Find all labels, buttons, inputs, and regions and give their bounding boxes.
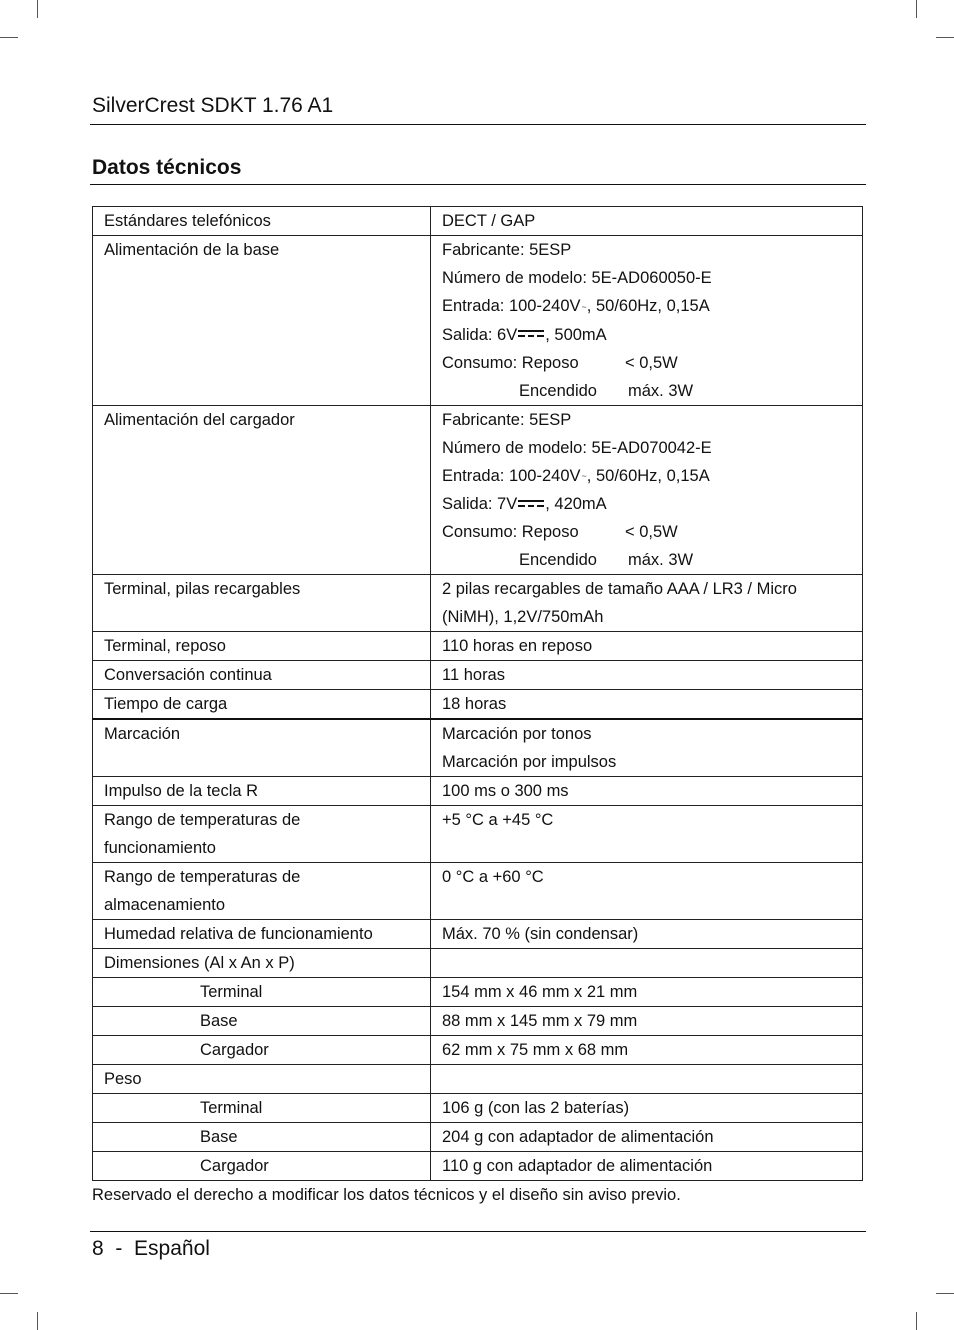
input-text: , 50/60Hz, 0,15A xyxy=(586,297,710,315)
spec-value: 18 horas xyxy=(431,690,863,720)
label-line: Rango de temperaturas de xyxy=(104,811,301,830)
table-row xyxy=(93,236,863,406)
on-line xyxy=(442,546,852,574)
dc-symbol-icon xyxy=(518,499,544,509)
value-line: Marcación por impulsos xyxy=(442,753,617,772)
output-text: , 500mA xyxy=(545,325,607,344)
spec-value: +5 °C a +45 °C xyxy=(431,806,863,863)
consumption-label: Consumo: Reposo xyxy=(442,523,579,542)
spec-value xyxy=(431,575,863,632)
label-line: almacenamiento xyxy=(104,896,226,915)
on-line xyxy=(442,377,852,405)
model-line: Número de modelo: 5E-AD060050-E xyxy=(442,269,712,287)
on-value: máx. 3W xyxy=(628,381,694,400)
spec-label: Alimentación de la base xyxy=(93,236,431,406)
output-line xyxy=(442,321,852,349)
crop-mark xyxy=(916,1312,917,1330)
input-text: Entrada: 100-240V xyxy=(442,466,581,485)
spec-value: DECT / GAP xyxy=(431,207,863,236)
spec-sublabel: Base xyxy=(93,1007,431,1036)
spec-label: Terminal, reposo xyxy=(93,632,431,661)
table-row xyxy=(93,405,863,575)
section-title: Datos técnicos xyxy=(92,156,242,179)
on-label: Encendido xyxy=(519,551,597,570)
spec-value: 110 g con adaptador de alimentación xyxy=(431,1152,863,1181)
table-row xyxy=(93,863,863,920)
table-row xyxy=(93,1036,863,1065)
spec-sublabel: Cargador xyxy=(93,1036,431,1065)
table-row xyxy=(93,1152,863,1181)
spec-sublabel: Terminal xyxy=(93,1094,431,1123)
footer-separator: - xyxy=(115,1237,123,1260)
consumption-line xyxy=(442,518,852,546)
table-row xyxy=(93,920,863,949)
spec-label: Estándares telefónicos xyxy=(93,207,431,236)
value-line: 2 pilas recargables de tamaño AAA / LR3 / Micro xyxy=(442,580,797,599)
spec-sublabel: Cargador xyxy=(93,1152,431,1181)
spec-label: Dimensiones (Al x An x P) xyxy=(93,949,431,978)
page-header-title: SilverCrest SDKT 1.76 A1 xyxy=(92,94,334,117)
value-line: Marcación por tonos xyxy=(442,725,592,744)
spec-value: 11 horas xyxy=(431,661,863,690)
input-line xyxy=(442,292,852,321)
header-divider xyxy=(90,124,866,125)
spec-value xyxy=(431,405,863,575)
table-row xyxy=(93,661,863,690)
spec-sublabel: Terminal xyxy=(93,978,431,1007)
input-text: , 50/60Hz, 0,15A xyxy=(586,466,710,485)
label-line: Rango de temperaturas de xyxy=(104,868,301,887)
spec-value: 204 g con adaptador de alimentación xyxy=(431,1123,863,1152)
spec-value: 110 horas en reposo xyxy=(431,632,863,661)
table-row xyxy=(93,806,863,863)
crop-mark xyxy=(936,37,954,38)
spec-value: 62 mm x 75 mm x 68 mm xyxy=(431,1036,863,1065)
section-divider xyxy=(90,184,866,185)
spec-value xyxy=(431,719,863,777)
spec-value: 100 ms o 300 ms xyxy=(431,777,863,806)
table-row xyxy=(93,632,863,661)
crop-mark xyxy=(0,1293,18,1294)
output-text: Salida: 6V xyxy=(442,325,518,344)
consumption-value: < 0,5W xyxy=(625,353,678,372)
input-line xyxy=(442,462,852,491)
table-row xyxy=(93,719,863,777)
spec-label: Marcación xyxy=(93,719,431,777)
output-text: Salida: 7V xyxy=(442,495,518,514)
spec-sublabel: Base xyxy=(93,1123,431,1152)
spec-value xyxy=(431,236,863,406)
spec-label: Alimentación del cargador xyxy=(93,405,431,575)
table-row xyxy=(93,1123,863,1152)
spec-value xyxy=(431,949,863,978)
table-row xyxy=(93,949,863,978)
spec-value: 106 g (con las 2 baterías) xyxy=(431,1094,863,1123)
crop-mark xyxy=(37,1312,38,1330)
page-footer xyxy=(92,1237,210,1261)
output-text: , 420mA xyxy=(545,495,607,514)
on-value: máx. 3W xyxy=(628,551,694,570)
table-row xyxy=(93,207,863,236)
spec-label: Humedad relativa de funcionamiento xyxy=(93,920,431,949)
spec-label: Terminal, pilas recargables xyxy=(93,575,431,632)
ac-symbol-icon: ~ xyxy=(581,301,587,312)
ac-symbol-icon: ~ xyxy=(581,471,587,482)
crop-mark xyxy=(37,0,38,18)
dc-symbol-icon xyxy=(518,329,544,339)
crop-mark xyxy=(0,37,18,38)
consumption-line xyxy=(442,349,852,377)
spec-value: 0 °C a +60 °C xyxy=(431,863,863,920)
table-row xyxy=(93,1007,863,1036)
table-row xyxy=(93,978,863,1007)
manufacturer-line: Fabricante: 5ESP xyxy=(442,410,572,429)
spec-value: 88 mm x 145 mm x 79 mm xyxy=(431,1007,863,1036)
label-line: funcionamiento xyxy=(104,839,216,858)
table-row xyxy=(93,1065,863,1094)
spec-label: Conversación continua xyxy=(93,661,431,690)
spec-label: Impulso de la tecla R xyxy=(93,777,431,806)
model-line: Número de modelo: 5E-AD070042-E xyxy=(442,438,712,457)
specs-table xyxy=(92,206,863,1181)
spec-label xyxy=(93,863,431,920)
crop-mark xyxy=(916,0,917,18)
input-text: Entrada: 100-240V xyxy=(442,297,581,315)
footer-language: Español xyxy=(134,1237,210,1260)
table-row xyxy=(93,575,863,632)
value-line: (NiMH), 1,2V/750mAh xyxy=(442,608,604,627)
footnote: Reservado el derecho a modificar los datos técnicos y el diseño sin aviso previo. xyxy=(92,1186,681,1204)
output-line xyxy=(442,490,852,518)
on-label: Encendido xyxy=(519,381,597,400)
table-row xyxy=(93,1094,863,1123)
consumption-value: < 0,5W xyxy=(625,523,678,542)
spec-label xyxy=(93,806,431,863)
table-row xyxy=(93,777,863,806)
spec-value: 154 mm x 46 mm x 21 mm xyxy=(431,978,863,1007)
crop-mark xyxy=(936,1293,954,1294)
spec-label: Peso xyxy=(93,1065,431,1094)
manufacturer-line: Fabricante: 5ESP xyxy=(442,241,572,259)
table-row xyxy=(93,690,863,720)
consumption-label: Consumo: Reposo xyxy=(442,353,579,372)
page-number: 8 xyxy=(92,1237,104,1260)
spec-label: Tiempo de carga xyxy=(93,690,431,720)
spec-value: Máx. 70 % (sin condensar) xyxy=(431,920,863,949)
spec-value xyxy=(431,1065,863,1094)
footer-divider xyxy=(90,1231,866,1232)
